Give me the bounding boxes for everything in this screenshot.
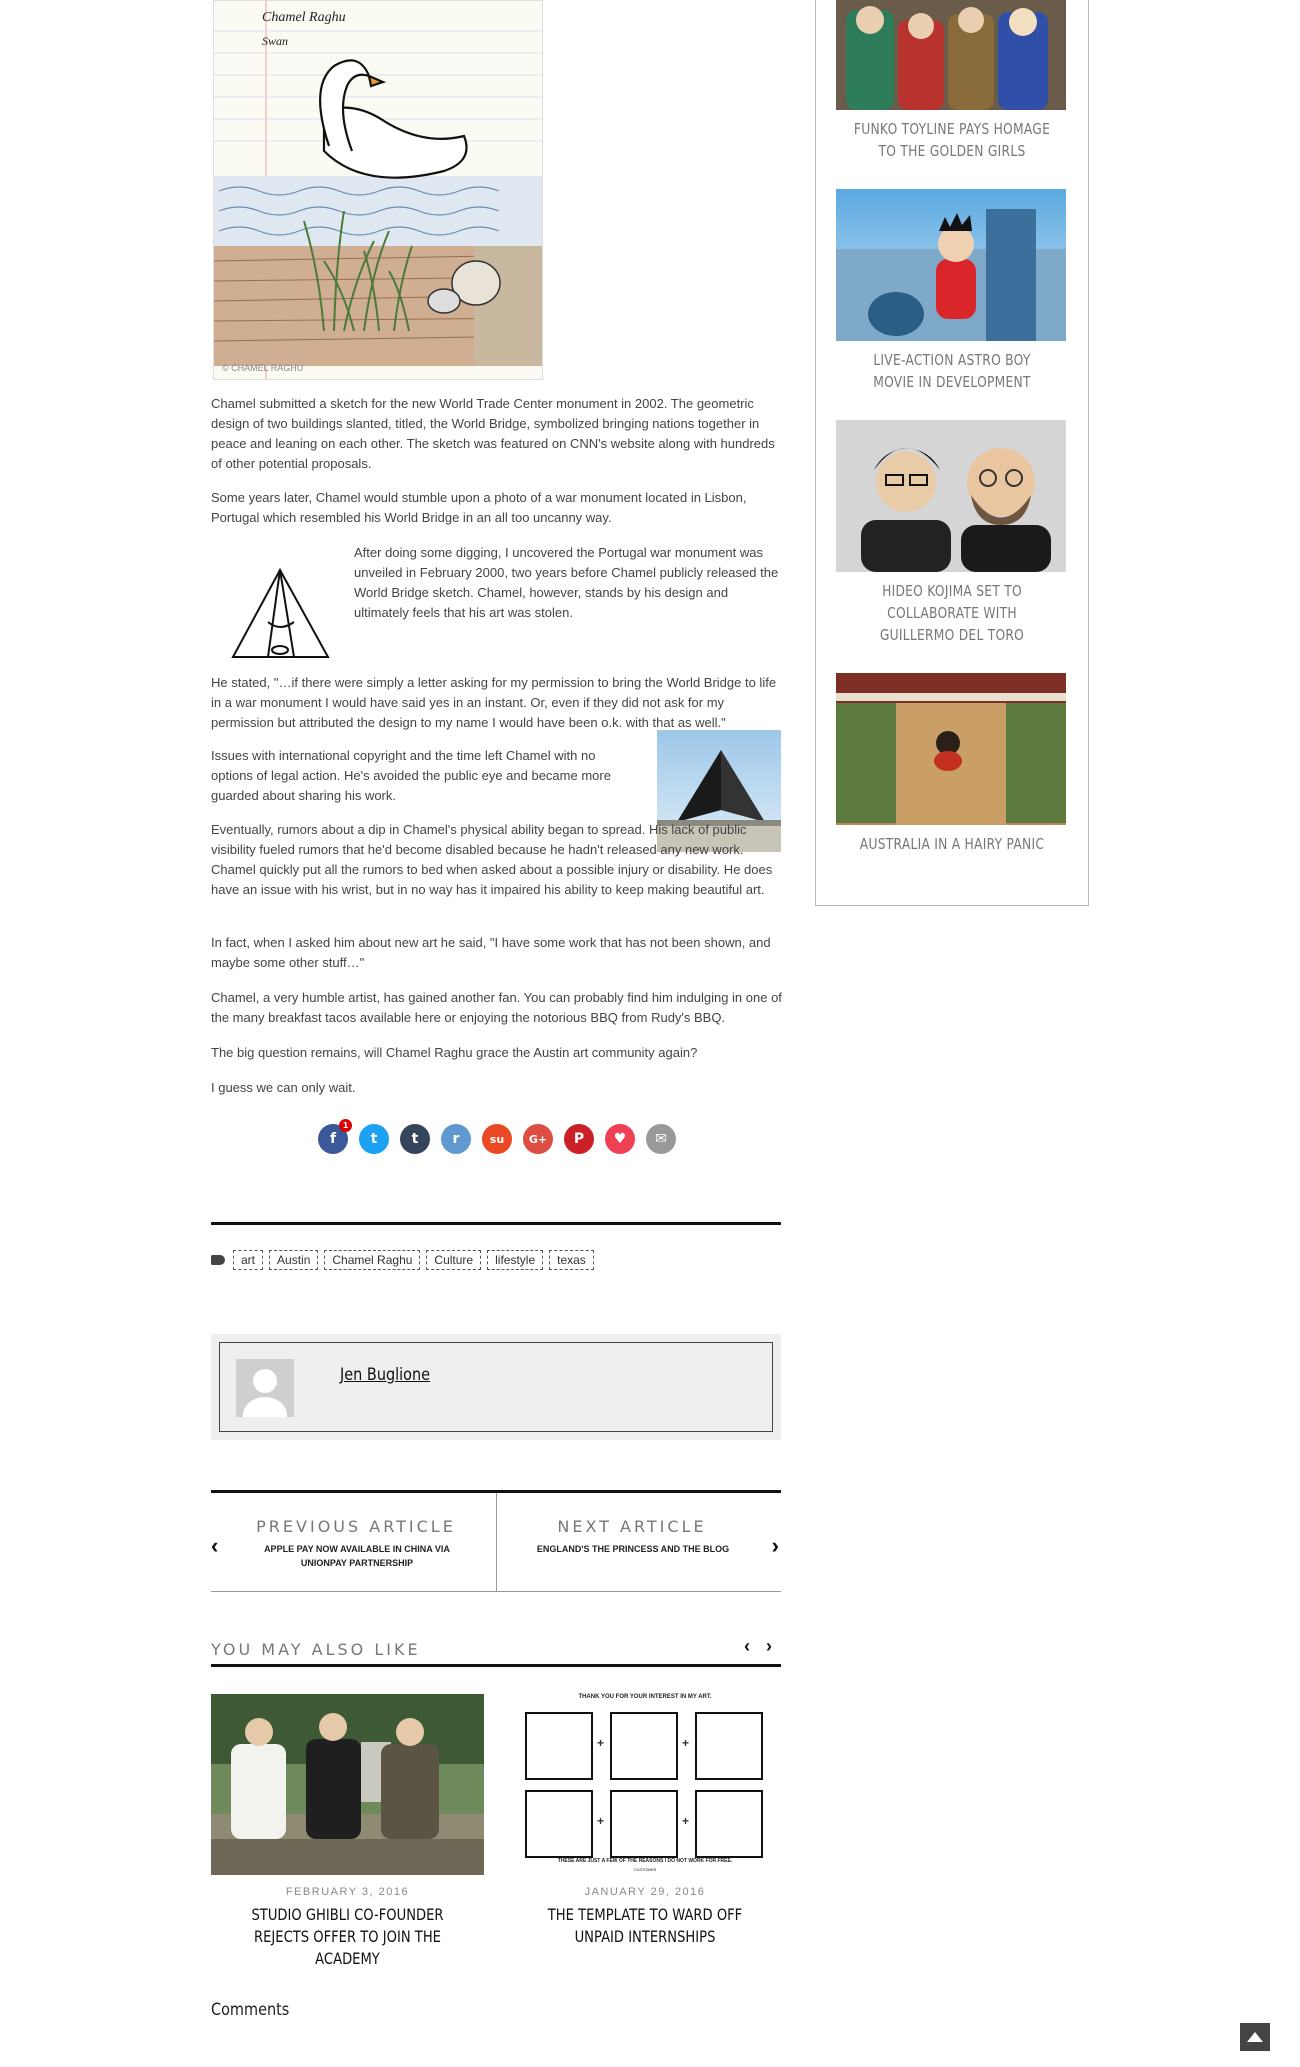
tag-austin[interactable]: Austin [269,1250,318,1270]
chevron-left-icon: ‹ [211,1533,219,1558]
template-plus: + [597,1736,605,1750]
tumblr-share-button[interactable] [400,1124,430,1154]
template-box [610,1712,678,1780]
related-heading: YOU MAY ALSO LIKE [211,1640,421,1659]
related-item-2-image[interactable] [509,1690,781,1875]
template-plus: + [682,1814,690,1828]
author-name-link[interactable]: Jen Buglione [340,1365,431,1385]
back-to-top-button[interactable] [1240,2023,1270,2051]
related-item-2-title[interactable]: THE TEMPLATE TO WARD OFF UNPAID INTERNSHIPS [547,1905,743,1946]
previous-article-heading: PREVIOUS ARTICLE [256,1517,456,1536]
tag-texas[interactable]: texas [549,1250,594,1270]
related-item-1-image[interactable] [211,1694,484,1875]
google-plus-share-button[interactable] [523,1124,553,1154]
signature-title: Swan [262,34,289,48]
facebook-share-count-badge: 1 [339,1119,352,1132]
template-image-top-text: THANK YOU FOR YOUR INTEREST IN MY ART. [578,1694,712,1700]
email-icon: ✉ [655,1131,667,1147]
tag-icon [211,1255,225,1265]
email-share-button[interactable] [646,1124,676,1154]
template-image-credit: CUSTOMER [633,1867,657,1872]
sidebar-item-1-image[interactable] [836,0,1066,110]
sidebar-item-2-image[interactable] [836,189,1066,341]
tumblr-icon: t [411,1131,419,1147]
template-plus: + [682,1736,690,1750]
tags-divider [211,1222,781,1225]
related-item-1-date: FEBRUARY 3, 2016 [285,1886,410,1898]
template-box [525,1790,593,1858]
article-paragraph-3: After doing some digging, I uncovered the Portugal war monument was unveiled in February 2000, two years before Chamel publicly released the World Bridge sketch. Chamel, however, stands by his design and ultimately feels that his art was stolen. [354,545,779,620]
reddit-share-button[interactable] [441,1124,471,1154]
swan-sketch-image [213,0,543,380]
stumbleupon-share-button[interactable] [482,1124,512,1154]
pinterest-icon: P [573,1131,585,1147]
pinterest-share-button[interactable] [564,1124,594,1154]
reddit-icon: r [452,1131,460,1147]
sidebar-item-3-image[interactable] [836,420,1066,572]
twitter-share-button[interactable] [359,1124,389,1154]
article-paragraph-9: The big question remains, will Chamel Raghu grace the Austin art community again? [211,1045,698,1060]
sidebar-item-3-title[interactable]: HIDEO KOJIMA SET TO COLLABORATE WITH GUILLERMO DEL TORO [879,582,1025,644]
related-prev-button[interactable] [744,1636,750,1657]
pocket-icon: ♥ [613,1131,627,1147]
article-paragraph-7: In fact, when I asked him about new art he said, "I have some work that has not been shown, and maybe some other stuff…" [211,935,771,970]
author-box-inner [219,1342,773,1432]
author-box [211,1334,781,1440]
author-avatar [236,1359,294,1417]
sidebar-item-1-title[interactable]: FUNKO TOYLINE PAYS HOMAGE TO THE GOLDEN GIRLS [853,120,1051,160]
article-paragraph-10: I guess we can only wait. [211,1080,356,1095]
comments-heading: Comments [211,2000,290,2020]
article-paragraph-6 [211,820,786,900]
facebook-icon: f [329,1131,337,1147]
previous-article-link[interactable] [211,1493,497,1591]
chevron-left-icon: ‹ [744,1636,750,1656]
template-box [695,1712,763,1780]
article-paragraph-6-text: Eventually, rumors about a dip in Chamel's physical ability began to spread. His lack of public visibility fueled rumors that he'd become disabled because he hadn't released any new work. Chamel quickly put all the rumors to bed when asked about a possible injury or disability. He does have an issue with his wrist, but in no way has it impaired his ability to keep making beautiful art. [211,822,773,897]
chevron-right-icon: › [771,1533,779,1558]
related-next-button[interactable] [766,1636,772,1657]
related-item-1-title[interactable]: STUDIO GHIBLI CO-FOUNDER REJECTS OFFER TO JOIN THE ACADEMY [251,1905,444,1968]
article-paragraph-1: Chamel submitted a sketch for the new World Trade Center monument in 2002. The geometric design of two buildings slanted, titled, the World Bridge, symbolized bringing nations together in peace and leaning on each other. The sketch was featured on CNN's website along with hundreds of other potential proposals. [211,396,775,471]
template-box [525,1712,593,1780]
next-article-title: ENGLAND'S THE PRINCESS AND THE BLOG [536,1544,730,1554]
monument-sketch-image [228,562,338,662]
related-item-2-date: JANUARY 29, 2016 [584,1886,706,1898]
article-paragraph-2: Some years later, Chamel would stumble upon a photo of a war monument located in Lisbon, Portugal which resembled his World Bridge in an all too uncanny way. [211,490,747,525]
next-article-link[interactable] [497,1493,781,1591]
tag-list [211,1250,600,1270]
template-box [610,1790,678,1858]
sidebar-item-4-title[interactable]: AUSTRALIA IN A HAIRY PANIC [859,835,1045,853]
post-nav-bottom-border [211,1591,781,1592]
tag-art[interactable]: art [233,1250,263,1270]
share-bar [318,1121,676,1154]
facebook-share-button[interactable] [318,1121,349,1154]
google-plus-icon: G+ [528,1132,548,1146]
sidebar-item-2-title[interactable]: LIVE-ACTION ASTRO BOY MOVIE IN DEVELOPMENT [873,351,1031,391]
chevron-right-icon: › [766,1636,772,1656]
template-image-bottom-text: THESE ARE JUST A FEW OF THE REASONS I DO NOT WORK FOR FREE. [557,1858,733,1864]
template-box [695,1790,763,1858]
sidebar-item-4-image[interactable] [836,673,1066,825]
related-divider [211,1664,781,1667]
article-paragraph-4: He stated, "…if there were simply a letter asking for my permission to bring the World Bridge to life in a war monument I would have said yes in an instant. Or, even if they did not ask for my permission but attributed the design to my name I would have been o.k. with that as well." [211,675,777,730]
stumbleupon-icon: su [489,1132,505,1146]
sidebar-widget [815,0,1089,906]
tag-lifestyle[interactable]: lifestyle [487,1250,543,1270]
tag-chamel-raghu[interactable]: Chamel Raghu [324,1250,420,1270]
previous-article-title: APPLE PAY NOW AVAILABLE IN CHINA VIA UNIONPAY PARTNERSHIP [264,1544,450,1568]
tag-culture[interactable]: Culture [426,1250,481,1270]
pocket-share-button[interactable] [605,1124,635,1154]
template-plus: + [597,1814,605,1828]
article-paragraph-5: Issues with international copyright and the time left Chamel with no options of legal action. He's avoided the public eye and became more guarded about sharing his work. [211,748,611,803]
arrow-up-icon [1247,2032,1263,2042]
watermark-text: © CHAMEL RAGHU [222,363,304,373]
twitter-icon: t [370,1131,378,1147]
next-article-heading: NEXT ARTICLE [557,1517,707,1536]
article-paragraph-8: Chamel, a very humble artist, has gained another fan. You can probably find him indulging in one of the many breakfast tacos available here or enjoying the notorious BBQ from Rudy's BBQ. [211,990,782,1025]
signature-name: Chamel Raghu [262,10,346,25]
